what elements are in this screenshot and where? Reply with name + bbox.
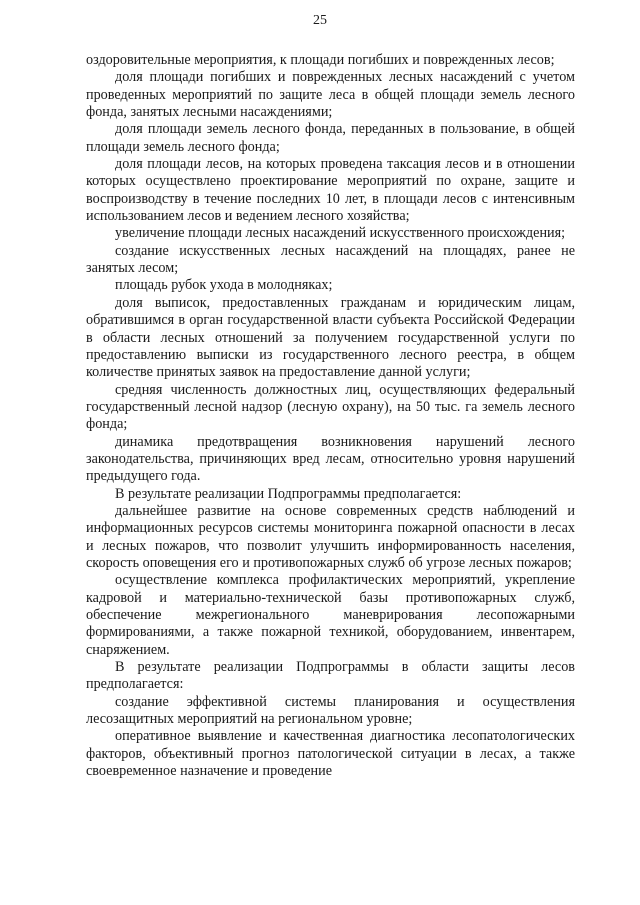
document-body: [86, 52, 575, 780]
paragraph-results-intro: В результате реализации Подпрограммы предполагается:: [115, 485, 462, 502]
paragraph-violations-dynamics: динамика предотвращения возникновения нарушений лесного законодательства, причиняющих вред лесам, относительно уровня нарушений предыдущего года.: [86, 433, 575, 485]
paragraph-officials-count: средняя численность должностных лиц, осуществляющих федеральный государственный лесной надзор (лесную охрану), на 50 тыс. га земель лесного фонда;: [86, 381, 575, 433]
paragraph-protection-results-intro: В результате реализации Подпрограммы в области защиты лесов предполагается:: [86, 659, 575, 693]
paragraph-registry-extracts: доля выписок, предоставленных гражданам и юридическим лицам, обратившимся в орган государственной власти субъекта Российской Федерации в области лесных отношений за получением государственной услуги по предоставлению выписки из государственного лесного реестра, в общем количестве принятых заявок на предоставление данной услуги;: [86, 294, 575, 381]
paragraph-planning-system: создание эффективной системы планирования и осуществления лесозащитных мероприятий на региональном уровне;: [86, 693, 575, 728]
paragraph-monitoring-development: дальнейшее развитие на основе современных средств наблюдений и информационных ресурсов системы мониторинга пожарной опасности в лесах и лесных пожаров, что позволит улучшить информированность населения, скорость оповещения его и противопожарных служб об угрозе лесных пожаров;: [86, 502, 575, 571]
paragraph-thinning-area: площадь рубок ухода в молодняках;: [115, 277, 333, 294]
paragraph-taxation-share: доля площади лесов, на которых проведена таксация лесов и в отношении которых осуществлено проектирование мероприятий по охране, защите и воспроизводству в течение последних 10 лет, в площади лесов с интенсивным использованием лесов и ведением лесного хозяйства;: [86, 156, 575, 225]
paragraph-pathology-detection: оперативное выявление и качественная диагностика лесопатологических факторов, объективный прогноз патологической ситуации в лесах, а также своевременное назначение и проведение: [86, 728, 575, 780]
paragraph-damaged-forest-share: доля площади погибших и поврежденных лесных насаждений с учетом проведенных мероприятий по защите леса в общей площади земель лесного фонда, занятых лесными насаждениями;: [86, 69, 575, 121]
paragraph-leased-land-share: доля площади земель лесного фонда, переданных в пользование, в общей площади земель лесного фонда;: [86, 121, 575, 155]
paragraph-new-plantings: создание искусственных лесных насаждений на площадях, ранее не занятых лесом;: [86, 242, 575, 277]
paragraph-preventive-measures: осуществление комплекса профилактических мероприятий, укрепление кадровой и материально-технической базы противопожарных служб, обеспечение межрегионального маневрирования лесопожарными формированиями, а также пожарной техникой, оборудованием, инвентарем, снаряжением.: [86, 572, 575, 658]
paragraph-continuation: оздоровительные мероприятия, к площади погибших и поврежденных лесов;: [86, 52, 555, 68]
page-number: 25: [313, 13, 327, 28]
paragraph-artificial-plantings-increase: увеличение площади лесных насаждений искусственного происхождения;: [115, 225, 566, 242]
